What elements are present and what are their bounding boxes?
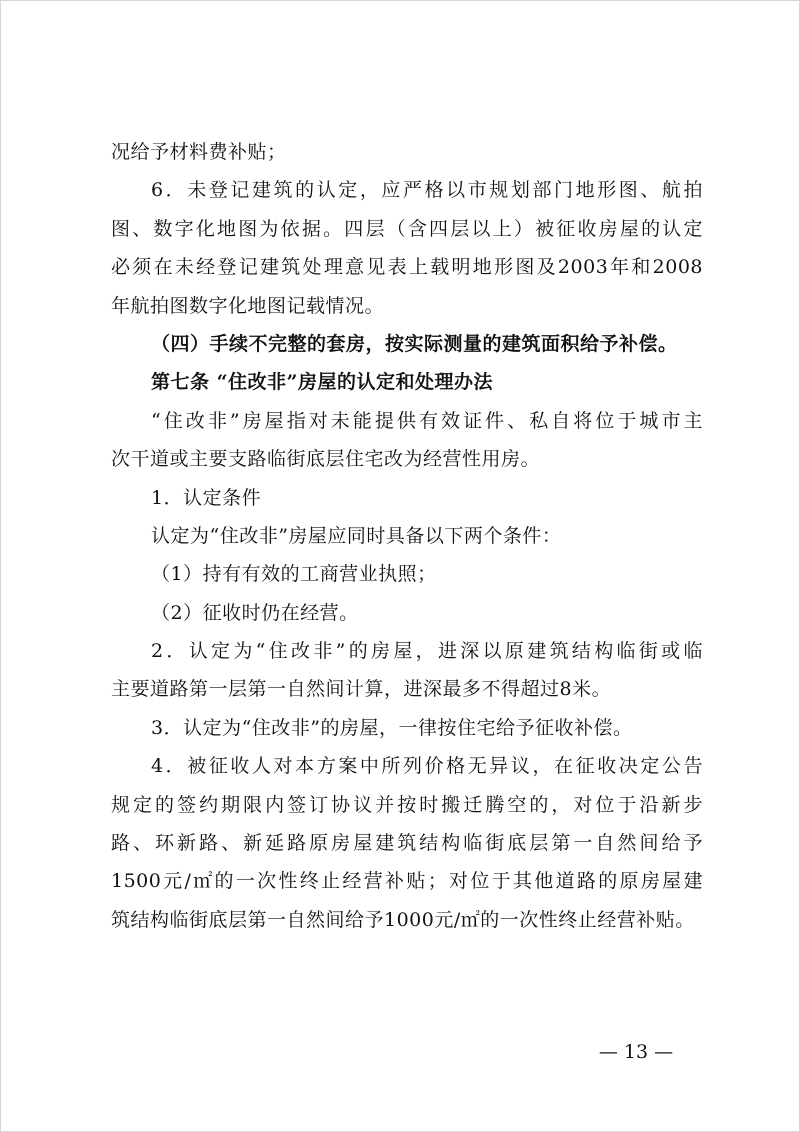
text-line: 筑结构临街底层第一自然间给予1000元/㎡的一次性终止经营补贴。 bbox=[111, 908, 695, 931]
text-line: 况给予材料费补贴； bbox=[111, 141, 287, 163]
text-line: 规定的签约期限内签订协议并按时搬迁腾空的，对位于沿新步 bbox=[111, 793, 703, 816]
text-line: 主要道路第一层第一自然间计算，进深最多不得超过8米。 bbox=[111, 678, 612, 701]
text-line: （1）持有有效的工商营业执照； bbox=[151, 563, 437, 586]
text-line: 1．认定条件 bbox=[151, 486, 262, 509]
text-line: 2．认定为“住改非”的房屋，进深以原建筑结构临街或临 bbox=[151, 640, 703, 663]
body-text bbox=[111, 133, 703, 939]
text-line: 4．被征收人对本方案中所列价格无异议，在征收决定公告 bbox=[151, 755, 703, 778]
text-line: 6．未登记建筑的认定，应严格以市规划部门地形图、航拍 bbox=[151, 179, 703, 202]
text-line: 次干道或主要支路临街底层住宅改为经营性用房。 bbox=[111, 448, 541, 471]
text-line: 必须在未经登记建筑处理意见表上载明地形图及2003年和2008 bbox=[111, 256, 703, 279]
text-line: 认定为“住改非”房屋应同时具备以下两个条件： bbox=[151, 524, 562, 547]
text-line: “住改非”房屋指对未能提供有效证件、私自将位于城市主 bbox=[151, 409, 703, 432]
text-line: （2）征收时仍在经营。 bbox=[151, 601, 359, 624]
text-line: 年航拍图数字化地图记载情况。 bbox=[111, 294, 385, 317]
text-line: 3．认定为“住改非”的房屋，一律按住宅给予征收补偿。 bbox=[151, 716, 633, 739]
text-line: 图、数字化地图为依据。四层（含四层以上）被征收房屋的认定 bbox=[111, 217, 703, 240]
article-heading: 第七条 “住改非”房屋的认定和处理办法 bbox=[151, 371, 493, 394]
section-heading: （四）手续不完整的套房，按实际测量的建筑面积给予补偿。 bbox=[151, 332, 678, 355]
text-line: 1500元/㎡的一次性终止经营补贴；对位于其他道路的原房屋建 bbox=[111, 870, 703, 893]
page-number: — 13 — bbox=[598, 1041, 674, 1063]
text-line: 路、环新路、新延路原房屋建筑结构临街底层第一自然间给予 bbox=[111, 832, 703, 855]
